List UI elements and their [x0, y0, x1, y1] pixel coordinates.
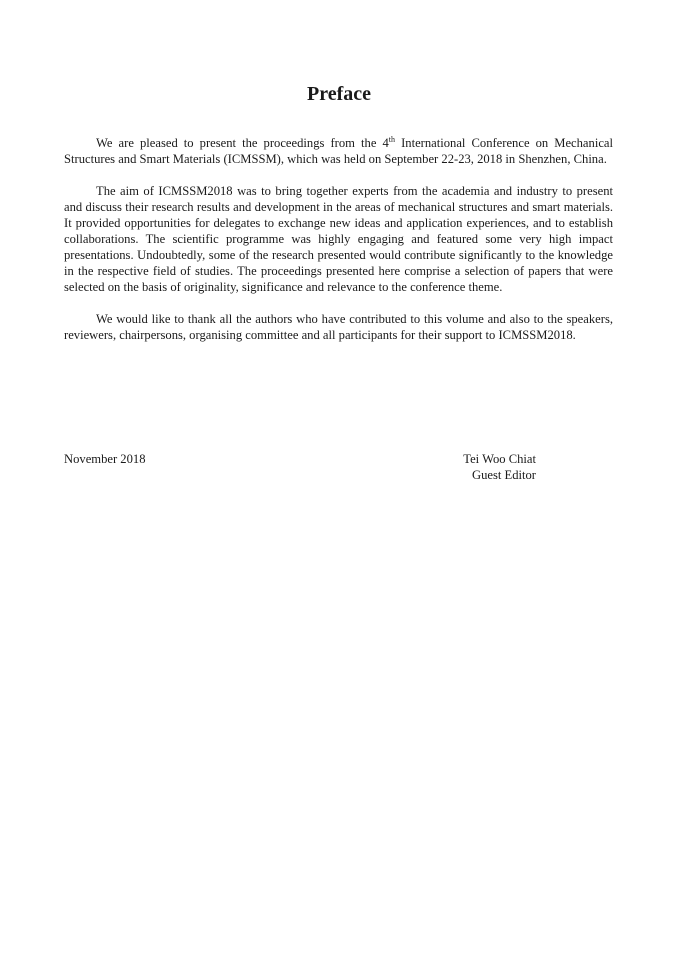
preface-date: November 2018	[64, 452, 146, 466]
page-title: Preface	[306, 83, 372, 105]
editor-role: Guest Editor	[471, 468, 536, 482]
editor-signature	[446, 451, 536, 483]
paragraph-intro-text: We are pleased to present the proceedings from the 4	[96, 136, 389, 150]
paragraph-aim: The aim of ICMSSM2018 was to bring together experts from the academia and industry to present and discuss their research results and development in the areas of mechanical structures and smart materials. It provided opportunities for delegates to exchange new ideas and application experiences, and to establish collaborations. The scientific programme was highly engaging and featured some very high impact presentations. Undoubtedly, some of the research presented would contribute significantly to the knowledge in the respective field of studies. The proceedings presented here comprise a selection of papers that were selected on the basis of originality, significance and relevance to the conference theme.	[64, 184, 613, 294]
preface-body	[64, 135, 613, 359]
editor-name: Tei Woo Chiat	[463, 452, 536, 466]
paragraph-thanks: We would like to thank all the authors who have contributed to this volume and also to the speakers, reviewers, chairpersons, organising committee and all participants for their support to ICMSSM2018.	[64, 312, 613, 342]
paragraph-intro-text-cont: International Conference on Mechanical Structures and Smart Materials (ICMSSM), which was held on September 22-23, 2018 in Shenzhen, China.	[64, 136, 613, 166]
paragraph-intro	[64, 135, 613, 167]
ordinal-superscript: th	[388, 135, 396, 144]
